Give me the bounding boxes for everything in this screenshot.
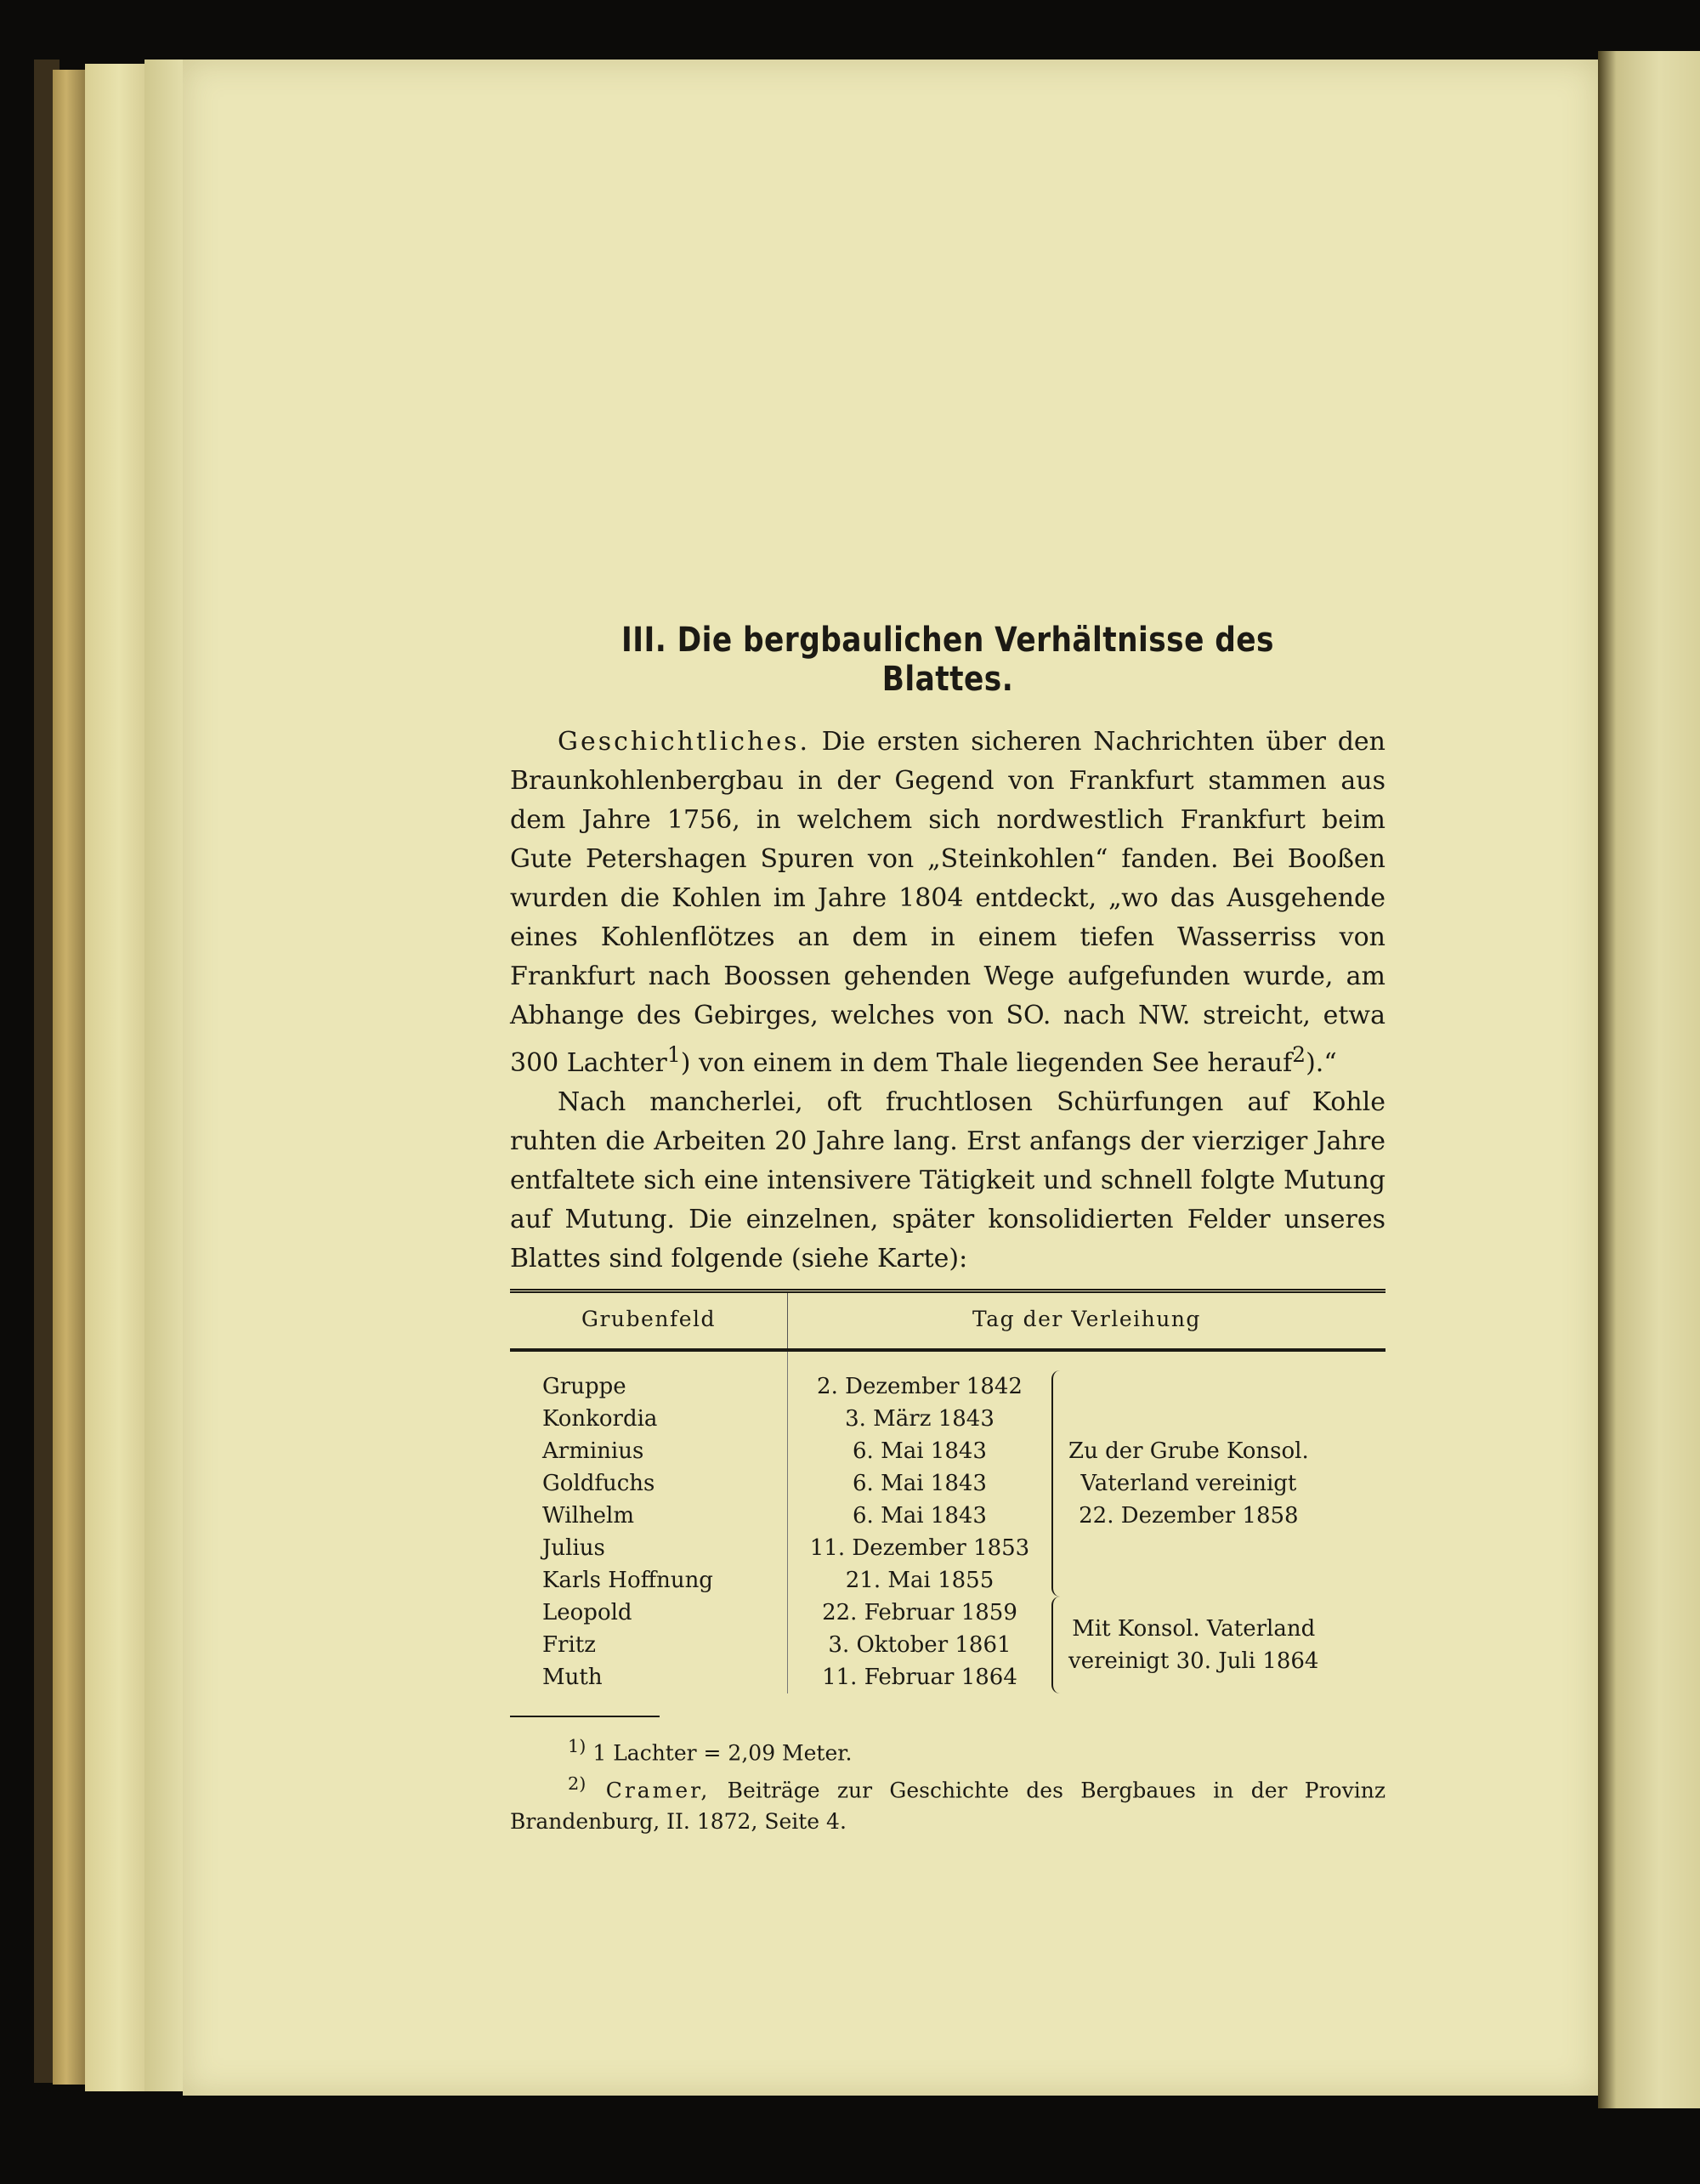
footnote-2 bbox=[510, 1768, 1386, 1836]
field-name: Leopold bbox=[542, 1600, 632, 1625]
grant-date: 6. Mai 1843 bbox=[853, 1438, 987, 1464]
header-verleihung: Tag der Verleihung bbox=[788, 1291, 1386, 1351]
paragraph-history-mid: ) von einem in dem Thale liegenden See herauf bbox=[680, 1048, 1293, 1078]
grant-date: 3. Oktober 1861 bbox=[828, 1632, 1012, 1658]
field-name: Karls Hoffnung bbox=[542, 1568, 713, 1593]
note-line: 22. Dezember 1858 bbox=[1079, 1503, 1299, 1529]
note-line: Zu der Grube Konsol. bbox=[1068, 1438, 1309, 1464]
footnote-1-text: 1 Lachter = 2,09 Meter. bbox=[586, 1740, 853, 1766]
footnote-1 bbox=[510, 1731, 1386, 1768]
field-names-column bbox=[510, 1350, 788, 1693]
field-name: Goldfuchs bbox=[542, 1471, 655, 1496]
field-name: Wilhelm bbox=[542, 1503, 634, 1529]
page-content bbox=[510, 621, 1386, 1837]
footnote-2-text: Beiträge zur Geschichte des Bergbaues in der Provinz Brandenburg, II. 1872, Seite 4. bbox=[510, 1778, 1386, 1834]
footnote-ref-1: 1 bbox=[666, 1042, 681, 1067]
chapter-title: III. Die bergbaulichen Verhältnisse des Blattes. bbox=[621, 621, 1274, 699]
page-stack-edge bbox=[53, 70, 87, 2085]
header-grubenfeld: Grubenfeld bbox=[510, 1291, 788, 1351]
footnote-2-author: Cramer, bbox=[586, 1778, 711, 1803]
consolidation-notes-column bbox=[1051, 1350, 1386, 1693]
field-name: Muth bbox=[542, 1665, 603, 1690]
footnote-divider bbox=[510, 1716, 660, 1717]
field-name: Julius bbox=[542, 1535, 605, 1561]
field-name: Fritz bbox=[542, 1632, 596, 1658]
grant-date: 2. Dezember 1842 bbox=[817, 1374, 1023, 1399]
grant-date: 11. Februar 1864 bbox=[822, 1665, 1017, 1690]
footnote-mark-1: 1) bbox=[568, 1736, 586, 1756]
grant-date: 11. Dezember 1853 bbox=[809, 1535, 1030, 1561]
consolidation-group-2 bbox=[1051, 1597, 1318, 1693]
grant-date: 3. März 1843 bbox=[845, 1406, 994, 1432]
facing-page-edge bbox=[1598, 51, 1700, 2108]
field-name: Gruppe bbox=[542, 1374, 626, 1399]
consolidation-group-1 bbox=[1051, 1370, 1309, 1597]
mining-fields-table bbox=[510, 1289, 1386, 1693]
grant-date: 6. Mai 1843 bbox=[853, 1503, 987, 1529]
footnote-ref-2: 2 bbox=[1292, 1042, 1306, 1067]
grant-date: 21. Mai 1855 bbox=[845, 1568, 994, 1593]
grant-date: 6. Mai 1843 bbox=[853, 1471, 987, 1496]
page-stack-edge-light bbox=[85, 64, 153, 2091]
paragraph-history-end: ).“ bbox=[1306, 1048, 1337, 1078]
field-name: Konkordia bbox=[542, 1406, 658, 1432]
section-lead: Geschichtliches. bbox=[558, 727, 811, 757]
grant-date: 22. Februar 1859 bbox=[822, 1600, 1017, 1625]
brace-icon bbox=[1051, 1597, 1068, 1693]
note-line: vereinigt 30. Juli 1864 bbox=[1068, 1648, 1319, 1674]
grant-dates-column bbox=[788, 1350, 1052, 1693]
note-line: Vaterland vereinigt bbox=[1080, 1471, 1297, 1496]
paragraph-history bbox=[510, 723, 1386, 1083]
paragraph-mining-fields: Nach mancherlei, oft fruchtlosen Schürfungen auf Kohle ruhten die Arbeiten 20 Jahre lang. Erst anfangs der vierziger Jahre entfaltete sich eine intensivere Tätigkeit und schnell folgte Mutung auf Mutung. Die einzelnen, später konsolidierten Felder unseres Blattes sind folgende (siehe Karte): bbox=[510, 1087, 1386, 1274]
field-name: Arminius bbox=[542, 1438, 644, 1464]
consolidation-note-1 bbox=[1068, 1435, 1309, 1532]
footnote-mark-2: 2) bbox=[568, 1773, 586, 1795]
brace-icon bbox=[1051, 1370, 1068, 1597]
consolidation-note-2 bbox=[1068, 1613, 1318, 1677]
note-line: Mit Konsol. Vaterland bbox=[1072, 1616, 1316, 1642]
paragraph-history-text: Die ersten sicheren Nachrichten über den Braunkohlenbergbau in der Gegend von Frankfurt stammen aus dem Jahre 1756, in welchem sich nordwestlich Frankfurt beim Gute Petershagen Spuren von „Steinkohlen“ fanden. Bei Booßen wurden die Kohlen im Jahre 1804 entdeckt, „wo das Ausgehende eines Kohlenflötzes an dem in einem tiefen Wasserriss von Frankfurt nach Boossen gehenden Wege aufgefunden wurde, am Abhange des Gebirges, welches von SO. nach NW. streicht, etwa 300 Lachter bbox=[510, 727, 1386, 1078]
